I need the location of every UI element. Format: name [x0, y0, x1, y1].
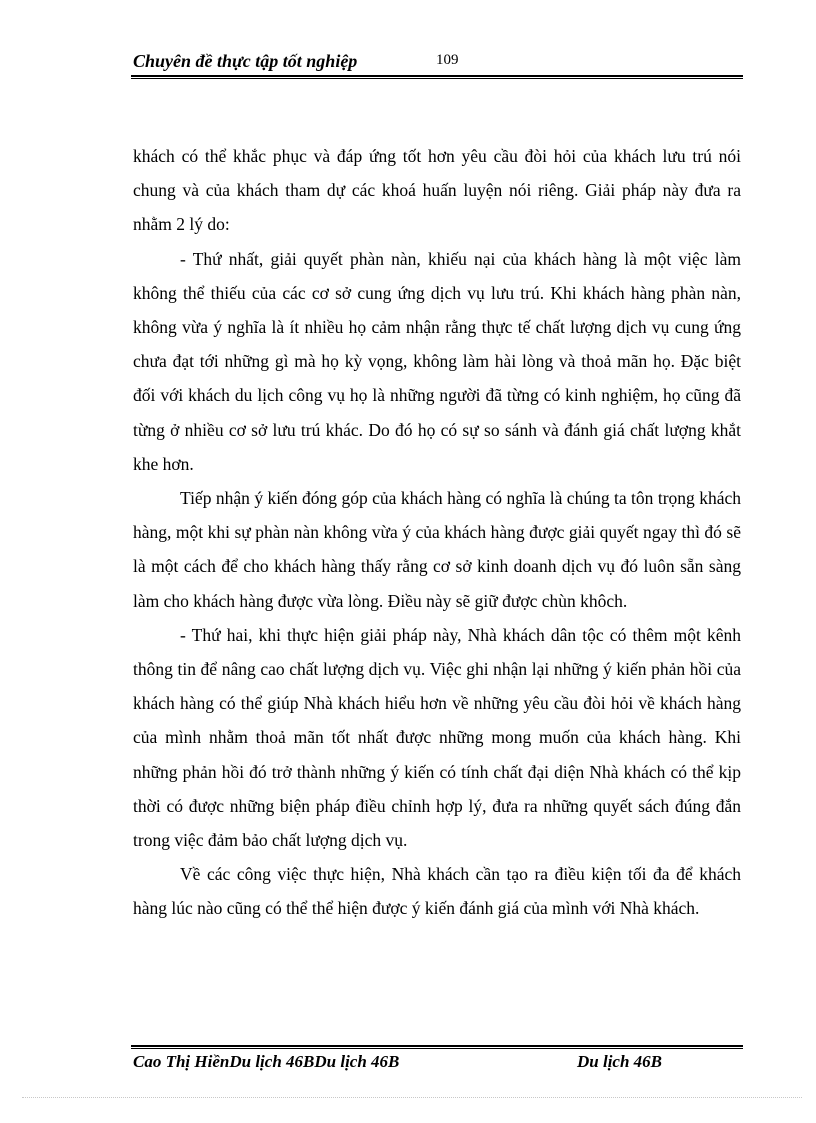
paragraph: Tiếp nhận ý kiến đóng góp của khách hàng có nghĩa là chúng ta tôn trọng khách hàng, một khi sự phàn nàn không vừa ý của khách hàng được giải quyết ngay thì đó sẽ là một cách để cho khách hàng thấy rằng cơ sở kinh doanh dịch vụ đó luôn sẵn sàng làm cho khách hàng được vừa lòng. Điều này sẽ giữ được chùn khôch. [133, 488, 741, 611]
page-edge [22, 1097, 802, 1098]
paragraph: khách có thể khắc phục và đáp ứng tốt hơn yêu cầu đòi hỏi của khách lưu trú nói chung và của khách tham dự các khoá huấn luyện nói riêng. Giải pháp này đưa ra nhằm 2 lý do: [133, 146, 741, 235]
footer-class: Du lịch 46B [577, 1052, 663, 1071]
header-title: Chuyên đề thực tập tốt nghiệp [133, 51, 358, 71]
footer-divider [131, 1045, 743, 1049]
page-number: 109 [436, 52, 459, 68]
document-body [133, 139, 741, 926]
paragraph: - Thứ hai, khi thực hiện giải pháp này, Nhà khách dân tộc có thêm một kênh thông tin để nâng cao chất lượng dịch vụ. Việc ghi nhận lại những ý kiến phản hồi của khách hàng có thể giúp Nhà khách hiểu hơn về những yêu cầu đòi hỏi về khách hàng của mình nhằm thoả mãn tốt nhất được những mong muốn của khách hàng. Khi những phản hồi đó trở thành những ý kiến có tính chất đại diện Nhà khách có thể kịp thời có được những biện pháp điều chỉnh hợp lý, đưa ra những quyết sách đúng đắn trong việc đảm bảo chất lượng dịch vụ. [133, 624, 741, 851]
footer-author: Cao Thị HiềnDu lịch 46BDu lịch 46B [133, 1052, 400, 1071]
paragraph: Về các công việc thực hiện, Nhà khách cần tạo ra điều kiện tối đa để khách hàng lúc nào cũng có thể thể hiện được ý kiến đánh giá của mình với Nhà khách. [133, 864, 741, 919]
header-divider [131, 75, 743, 79]
paragraph: - Thứ nhất, giải quyết phàn nàn, khiếu nại của khách hàng là một việc làm không thể thiếu của các cơ sở cung ứng dịch vụ lưu trú. Khi khách hàng phàn nàn, không vừa ý nghĩa là ít nhiều họ cảm nhận rằng thực tế chất lượng dịch vụ cung ứng chưa đạt tới những gì mà họ kỳ vọng, không làm hài lòng và thoả mãn họ. Đặc biệt đối với khách du lịch công vụ họ là những người đã từng có kinh nghiệm, họ cũng đã từng ở nhiều cơ sở lưu trú khác. Do đó họ có sự so sánh và đánh giá chất lượng khắt khe hơn. [133, 248, 741, 474]
